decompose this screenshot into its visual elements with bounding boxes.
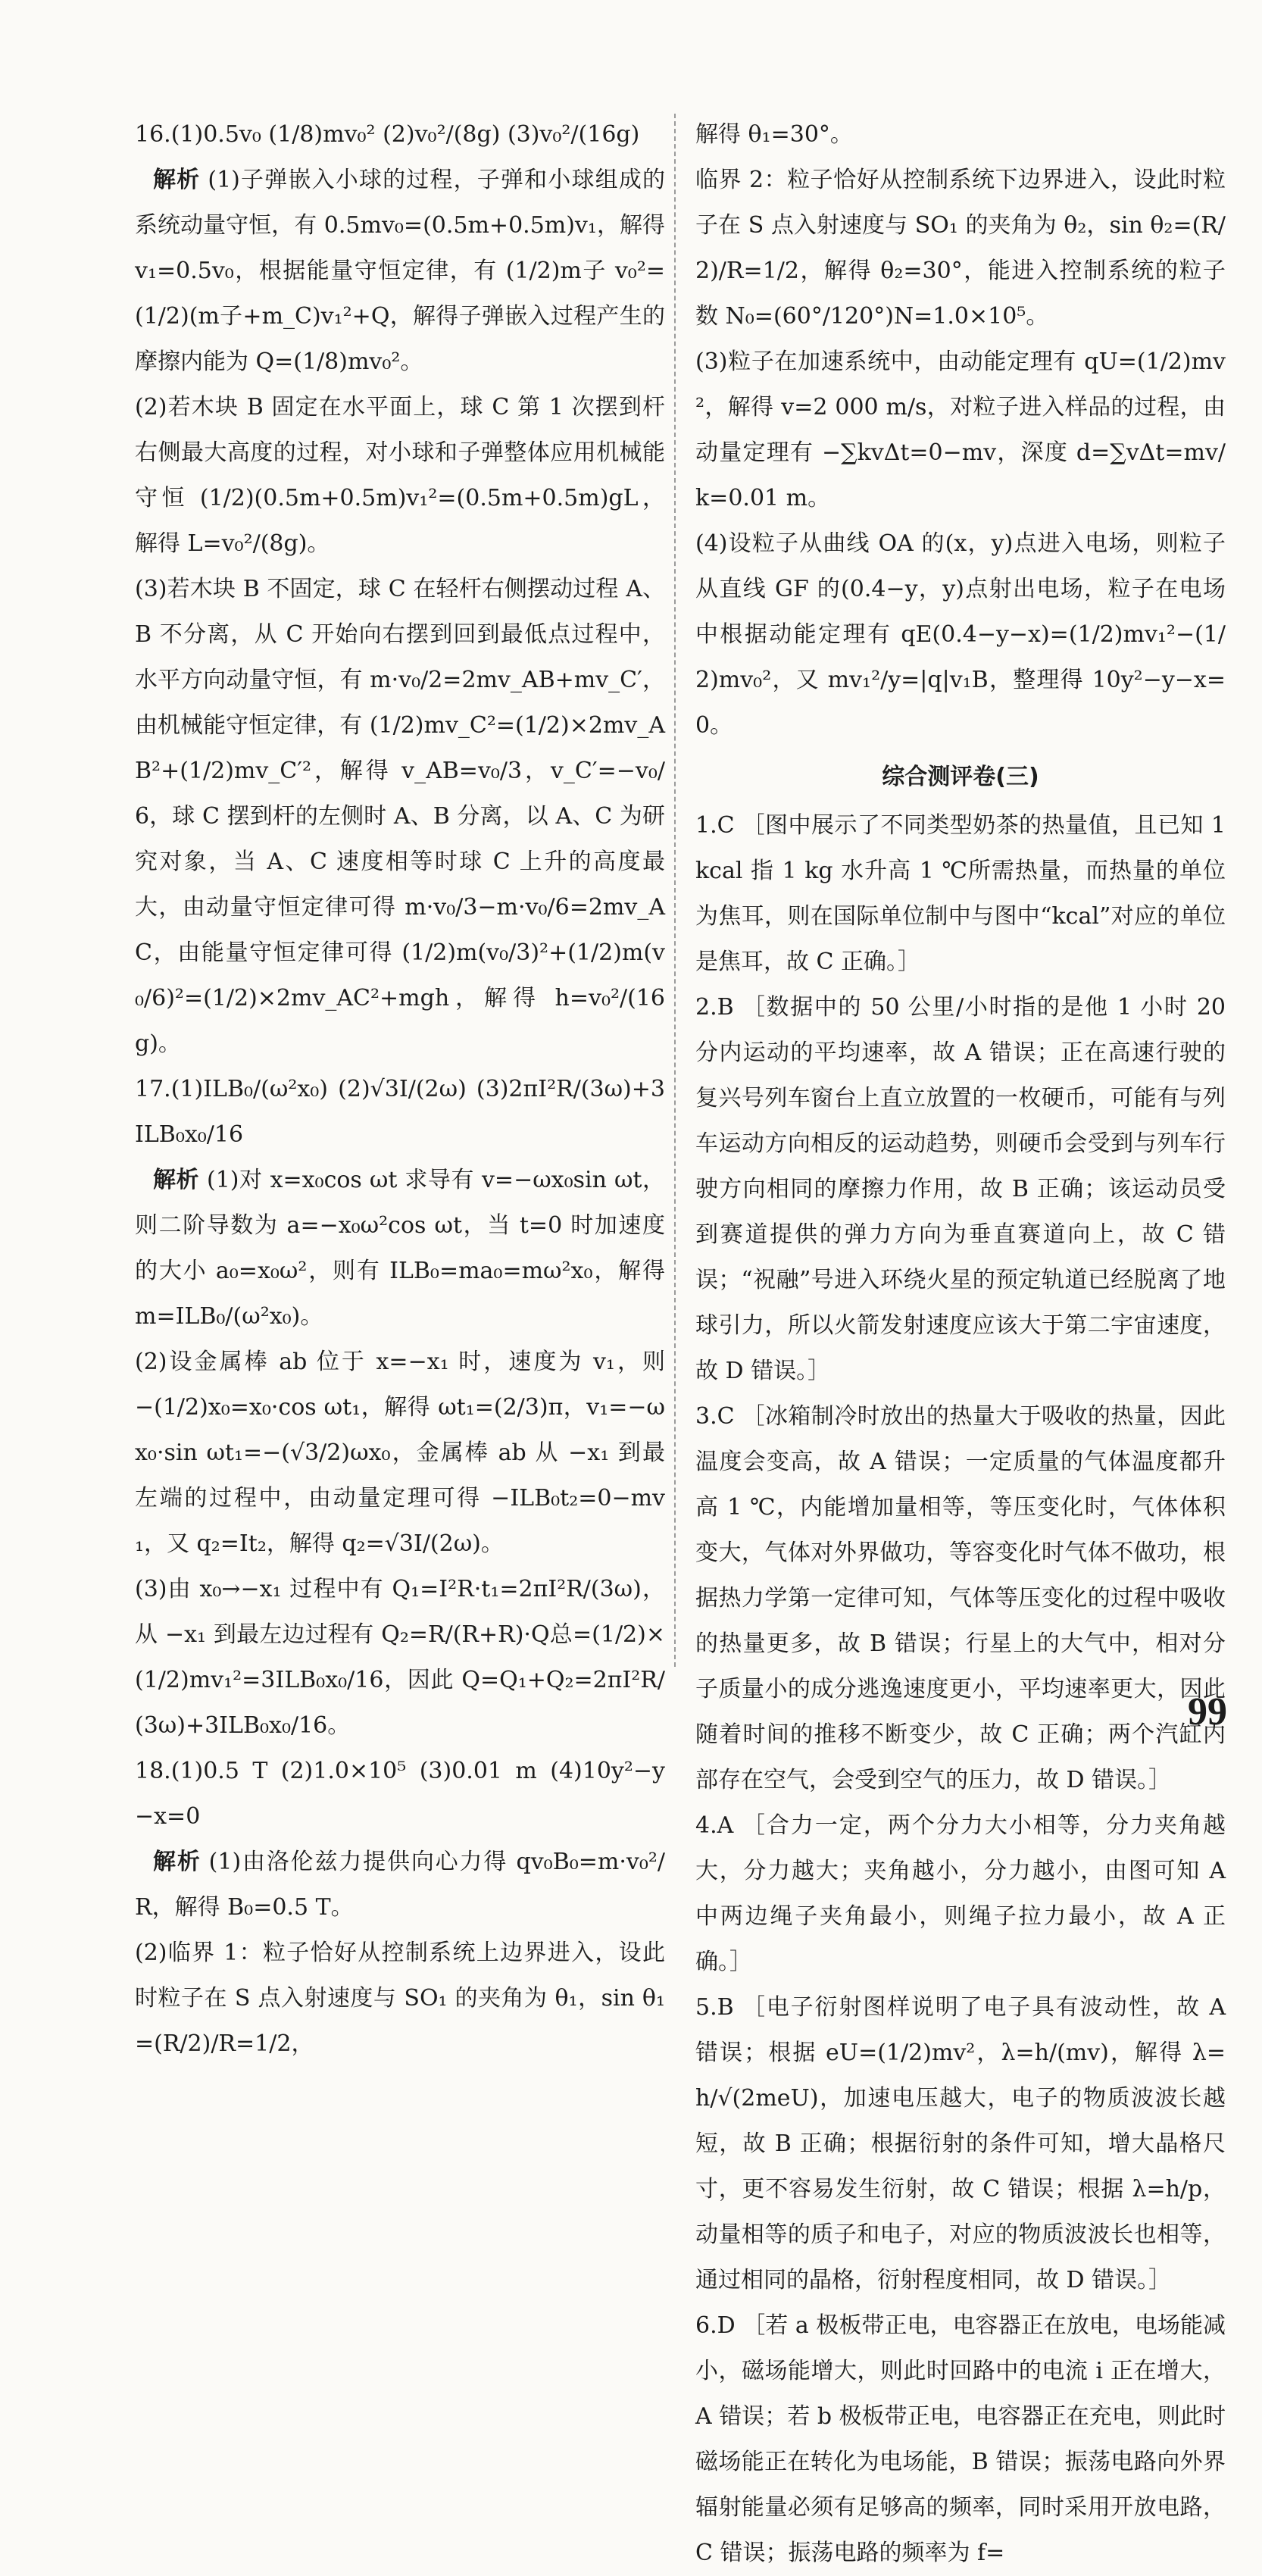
solution-paragraph — [135, 1158, 665, 1340]
paragraph-text: (1)由洛伦兹力提供向心力得 qv₀B₀=m·v₀²/R，解得 B₀=0.5 T。 — [135, 1849, 666, 1921]
solution-paragraph — [135, 1340, 665, 1567]
solution-paragraph — [695, 339, 1226, 521]
paragraph-text: 5.B ［电子衍射图样说明了电子具有波动性，故 A 错误；根据 eU=(1/2)mv²，λ=h/(mv)，解得 λ=h/√(2meU)，加速电压越大，电子的物质波波长越短，故 B 正确；根据衍射的条件可知，增大晶格尺寸，更不容易发生衍射，故 C 错误；根据 λ=h/p，动量相等的质子和电子，对应的物质波波长也相等，通过相同的晶格，衍射程度相同，故 D 错误。］ — [695, 1994, 1226, 2293]
analysis-label: 解析 — [153, 1849, 201, 1875]
column-divider — [674, 114, 676, 1667]
analysis-label: 解析 — [153, 1167, 200, 1193]
analysis-label: 解析 — [153, 167, 201, 193]
paragraph-text: 6.D ［若 a 极板带正电，电容器正在放电，电场能减小，磁场能增大，则此时回路中的电流 i 正在增大，A 错误；若 b 极板带正电，电容器正在充电，则此时磁场能正在转化为电场能，B 错误；振荡电路向外界辐射能量必须有足够高的频率，同时采用开放电路，C 错误；振荡电路的频率为 f= — [695, 2312, 1226, 2566]
solution-paragraph — [695, 1394, 1226, 1803]
paragraph-text: (2)设金属棒 ab 位于 x=−x₁ 时，速度为 v₁，则 −(1/2)x₀=x₀·cos ωt₁，解得 ωt₁=(2/3)π，v₁=−ωx₀·sin ωt₁=−(√3/2)ωx₀，金属棒 ab 从 −x₁ 到最左端的过程中，由动量定理可得 −ILB₀t₂=0−mv₁，又 q₂=It₂，解得 q₂=√3I/(2ω)。 — [135, 1349, 665, 1557]
page-number: 99 — [1188, 1690, 1227, 1733]
paragraph-text: 18.(1)0.5 T (2)1.0×10⁵ (3)0.01 m (4)10y²−y−x=0 — [135, 1758, 665, 1830]
solution-paragraph — [695, 2303, 1226, 2576]
solution-paragraph — [135, 1840, 665, 1930]
paragraph-text: (3)若木块 B 不固定，球 C 在轻杆右侧摆动过程 A、B 不分离，从 C 开始向右摆到回到最低点过程中，水平方向动量守恒，有 m·v₀/2=2mv_AB+mv_C′，由机械能守恒定律，有 (1/2)mv_C²=(1/2)×2mv_AB²+(1/2)mv_C′²，解得 v_AB=v₀/3，v_C′=−v₀/6，球 C 摆到杆的左侧时 A、B 分离，以 A、C 为研究对象，当 A、C 速度相等时球 C 上升的高度最大，由动量守恒定律可得 m·v₀/3−m·v₀/6=2mv_AC，由能量守恒定律可得 (1/2)m(v₀/3)²+(1/2)m(v₀/6)²=(1/2)×2mv_AC²+mgh，解得 h=v₀²/(16g)。 — [135, 576, 665, 1057]
paragraph-text: (3)粒子在加速系统中，由动能定理有 qU=(1/2)mv²，解得 v=2 000 m/s，对粒子进入样品的过程，由动量定理有 −∑kvΔt=0−mv，深度 d=∑vΔt=mv/k=0.01 m。 — [695, 349, 1226, 511]
paragraph-text: 临界 2：粒子恰好从控制系统下边界进入，设此时粒子在 S 点入射速度与 SO₁ 的夹角为 θ₂，sin θ₂=(R/2)/R=1/2，解得 θ₂=30°，能进入控制系统的粒子数 N₀=(60°/120°)N=1.0×10⁵。 — [695, 167, 1226, 330]
answer-line — [135, 1067, 665, 1158]
answer-line — [135, 1749, 665, 1840]
section-title: 综合测评卷(三) — [882, 764, 1039, 790]
solution-paragraph — [695, 112, 1226, 158]
solution-paragraph — [135, 158, 665, 385]
paragraph-text: (2)临界 1：粒子恰好从控制系统上边界进入，设此时粒子在 S 点入射速度与 SO₁ 的夹角为 θ₁，sin θ₁=(R/2)/R=1/2， — [135, 1940, 665, 2057]
left-column — [135, 112, 666, 2057]
solution-paragraph — [135, 385, 665, 567]
paragraph-text: 2.B ［数据中的 50 公里/小时指的是他 1 小时 20 分内运动的平均速率，故 A 错误；正在高速行驶的复兴号列车窗台上直立放置的一枚硬币，可能有与列车运动方向相反的运动趋势，则硬币会受到与列车行驶方向相同的摩擦力作用，故 B 正确；该运动员受到赛道提供的弹力方向为垂直赛道向上，故 C 错误；“祝融”号进入环绕火星的预定轨道已经脱离了地球引力，所以火箭发射速度应该大于第二宇宙速度，故 D 错误。］ — [695, 994, 1226, 1384]
solution-paragraph — [695, 1985, 1226, 2303]
paragraph-text: 17.(1)ILB₀/(ω²x₀) (2)√3I/(2ω) (3)2πI²R/(3ω)+3ILB₀x₀/16 — [135, 1076, 665, 1148]
paragraph-text: (3)由 x₀→−x₁ 过程中有 Q₁=I²R·t₁=2πI²R/(3ω)，从 −x₁ 到最左边过程有 Q₂=R/(R+R)·Q总=(1/2)×(1/2)mv₁²=3ILB₀x₀/16，因此 Q=Q₁+Q₂=2πI²R/(3ω)+3ILB₀x₀/16。 — [135, 1576, 665, 1739]
paragraph-text: 解得 θ₁=30°。 — [695, 121, 853, 148]
solution-paragraph — [695, 158, 1226, 339]
solution-paragraph — [695, 803, 1226, 985]
paragraph-text: 4.A ［合力一定，两个分力大小相等，分力夹角越大，分力越大；夹角越小，分力越小，由图可知 A 中两边绳子夹角最小，则绳子拉力最小，故 A 正确。］ — [695, 1812, 1226, 1975]
solution-paragraph — [135, 567, 665, 1067]
paragraph-text: (1)子弹嵌入小球的过程，子弹和小球组成的系统动量守恒，有 0.5mv₀=(0.5m+0.5m)v₁，解得 v₁=0.5v₀，根据能量守恒定律，有 (1/2)m子 v₀²=(1/2)(m子+m_C)v₁²+Q，解得子弹嵌入过程产生的摩擦内能为 Q=(1/8)mv₀²。 — [135, 167, 666, 375]
paragraph-text: 16.(1)0.5v₀ (1/8)mv₀² (2)v₀²/(8g) (3)v₀²/(16g) — [135, 121, 640, 148]
solution-paragraph — [695, 985, 1226, 1394]
paragraph-text: (1)对 x=x₀cos ωt 求导有 v=−ωx₀sin ωt，则二阶导数为 a=−x₀ω²cos ωt，当 t=0 时加速度的大小 a₀=x₀ω²，则有 ILB₀=ma₀=mω²x₀，解得 m=ILB₀/(ω²x₀)。 — [135, 1167, 665, 1330]
answer-line — [135, 112, 665, 158]
solution-paragraph — [135, 1567, 665, 1749]
paragraph-text: 3.C ［冰箱制冷时放出的热量大于吸收的热量，因此温度会变高，故 A 错误；一定质量的气体温度都升高 1 ℃，内能增加量相等，等压变化时，气体体积变大，气体对外界做功，等容变化时气体不做功，根据热力学第一定律可知，气体等压变化的过程中吸收的热量更多，故 B 错误；行星上的大气中，相对分子质量小的成分逃逸速度更小，平均速率更大，因此随着时间的推移不断变少，故 C 正确；两个汽缸内部存在空气，会受到空气的压力，故 D 错误。］ — [695, 1403, 1226, 1793]
solution-paragraph — [135, 1930, 665, 2067]
solution-paragraph — [695, 521, 1226, 749]
solution-paragraph — [695, 1803, 1226, 1985]
paragraph-text: 1.C ［图中展示了不同类型奶茶的热量值，且已知 1 kcal 指 1 kg 水升高 1 ℃所需热量，而热量的单位为焦耳，则在国际单位制中与图中“kcal”对应的单位是焦耳，故 C 正确。］ — [695, 812, 1226, 975]
paragraph-text: (2)若木块 B 固定在水平面上，球 C 第 1 次摆到杆右侧最大高度的过程，对小球和子弹整体应用机械能守恒 (1/2)(0.5m+0.5m)v₁²=(0.5m+0.5m)gL，解得 L=v₀²/(8g)。 — [135, 394, 665, 557]
paragraph-text: (4)设粒子从曲线 OA 的(x，y)点进入电场，则粒子从直线 GF 的(0.4−y，y)点射出电场，粒子在电场中根据动能定理有 qE(0.4−y−x)=(1/2)mv₁²−(1/2)mv₀²，又 mv₁²/y=|q|v₁B，整理得 10y²−y−x=0。 — [695, 530, 1226, 739]
